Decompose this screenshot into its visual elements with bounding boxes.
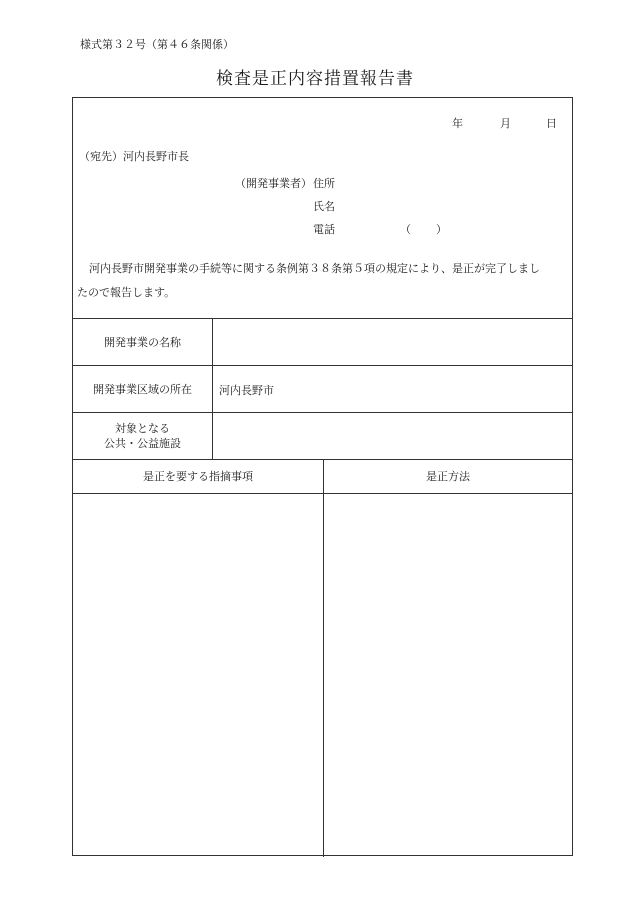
divider	[212, 318, 213, 459]
label-target-facility-line-1: 対象となる	[115, 422, 170, 435]
phone-paren-close: ）	[436, 223, 447, 236]
address-label: 住所	[313, 177, 335, 190]
addressee: （宛先）河内長野市長	[79, 150, 189, 163]
label-project-name-text: 開発事業の名称	[104, 335, 181, 349]
phone-paren-open: （	[400, 223, 411, 236]
date-year-label: 年	[452, 117, 463, 130]
statement-line-2: たので報告します。	[77, 286, 176, 299]
phone-label: 電話	[313, 223, 335, 236]
statement-line-1: 河内長野市開発事業の手続等に関する条例第３８条第５項の規定により、是正が完了しまし	[89, 262, 540, 275]
value-project-location: 河内長野市	[219, 384, 274, 397]
column-header-issues	[73, 460, 323, 493]
label-target-facility-line-2: 公共・公益施設	[104, 437, 181, 450]
methods-writing-area	[324, 494, 572, 855]
label-project-location	[73, 366, 212, 412]
issues-writing-area	[73, 494, 323, 855]
label-target-facility	[73, 413, 212, 459]
label-project-name	[73, 319, 212, 365]
name-label: 氏名	[313, 200, 335, 213]
column-header-issues-text: 是正を要する指摘事項	[143, 470, 253, 483]
column-header-methods-text: 是正方法	[426, 470, 470, 483]
date-month-label: 月	[500, 117, 511, 130]
form-number: 様式第３２号（第４６条関係）	[80, 38, 234, 51]
label-project-location-text: 開発事業区域の所在	[93, 382, 192, 396]
applicant-role: （開発事業者）	[235, 177, 312, 190]
report-form-frame	[72, 97, 573, 856]
date-day-label: 日	[546, 117, 557, 130]
column-header-methods	[324, 460, 572, 493]
document-title: 検査是正内容措置報告書	[216, 69, 414, 89]
